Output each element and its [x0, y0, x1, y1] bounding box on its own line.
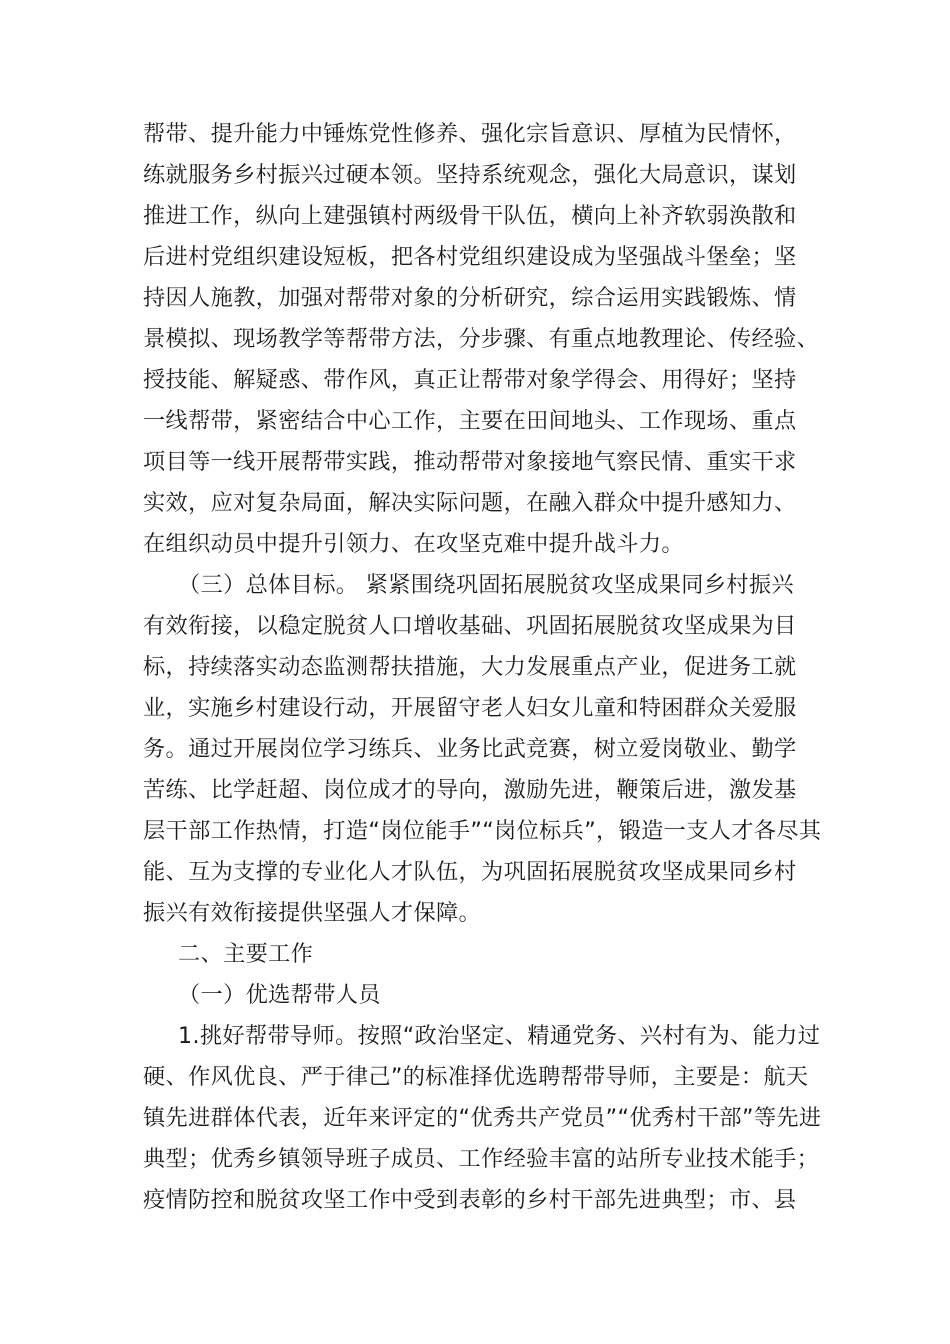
text-line-11: 在组织动员中提升引领力、在攻坚克难中提升战斗力。	[143, 531, 684, 557]
text-line-17: 苦练、比学赶超、岗位成才的导向，激励先进，鞭策后进，激发基	[143, 777, 797, 803]
text-line-20: 振兴有效衔接提供坚强人才保障。	[143, 900, 482, 926]
text-line-4: 后进村党组织建设短板，把各村党组织建设成为坚强战斗堡垒；坚	[143, 244, 797, 270]
text-line-16: 务。通过开展岗位学习练兵、业务比武竞赛，树立爱岗敬业、勤学	[143, 736, 797, 762]
text-line-5: 持因人施教，加强对帮带对象的分析研究，综合运用实践锻炼、情	[143, 285, 797, 311]
text-line-18: 层干部工作热情，打造“岗位能手”“岗位标兵”，锻造一支人才各尽其	[143, 818, 822, 844]
text-line-15: 业，实施乡村建设行动，开展留守老人妇女儿童和特困群众关爱服	[143, 695, 797, 721]
text-line-19: 能、互为支撑的专业化人才队伍，为巩固拓展脱贫攻坚成果同乡村	[143, 859, 797, 885]
text-line-1: 帮带、提升能力中锤炼党性修养、强化宗旨意识、厚植为民情怀，	[143, 121, 797, 147]
text-line-14: 标，持续落实动态监测帮扶措施，大力发展重点产业，促进务工就	[143, 654, 797, 680]
section-heading-main-work: 二、主要工作	[178, 941, 314, 967]
text-line-3: 推进工作，纵向上建强镇村两级骨干队伍，横向上补齐软弱涣散和	[143, 203, 797, 229]
text-line-25: 镇先进群体代表，近年来评定的“优秀共产党员”“优秀村干部”等先进	[143, 1105, 822, 1131]
text-line-8: 一线帮带，紧密结合中心工作，主要在田间地头、工作现场、重点	[143, 408, 797, 434]
section-heading-overall-goal: （三）总体目标。 紧紧围绕巩固拓展脱贫攻坚成果同乡村振兴	[178, 572, 794, 598]
text-line-6: 景模拟、现场教学等帮带方法，分步骤、有重点地教理论、传经验、	[143, 326, 820, 352]
text-line-7: 授技能、解疑惑、带作风，真正让帮带对象学得会、用得好；坚持	[143, 367, 797, 393]
text-line-27: 疫情防控和脱贫攻坚工作中受到表彰的乡村干部先进典型；市、县	[143, 1187, 797, 1213]
text-line-23: 1.挑好帮带导师。按照“政治坚定、精通党务、兴村有为、能力过	[178, 1023, 821, 1049]
text-line-10: 实效，应对复杂局面，解决实际问题，在融入群众中提升感知力、	[143, 490, 797, 516]
text-line-9: 项目等一线开展帮带实践，推动帮带对象接地气察民情、重实干求	[143, 449, 797, 475]
text-line-24: 硬、作风优良、严于律己”的标准择优选聘帮带导师，主要是：航天	[143, 1064, 809, 1090]
text-line-26: 典型；优秀乡镇领导班子成员、工作经验丰富的站所专业技术能手；	[143, 1146, 820, 1172]
text-line-2: 练就服务乡村振兴过硬本领。坚持系统观念，强化大局意识，谋划	[143, 162, 797, 188]
text-line-13: 有效衔接，以稳定脱贫人口增收基础、巩固拓展脱贫攻坚成果为目	[143, 613, 797, 639]
subsection-heading-select-mentors: （一）优选帮带人员	[178, 982, 381, 1008]
